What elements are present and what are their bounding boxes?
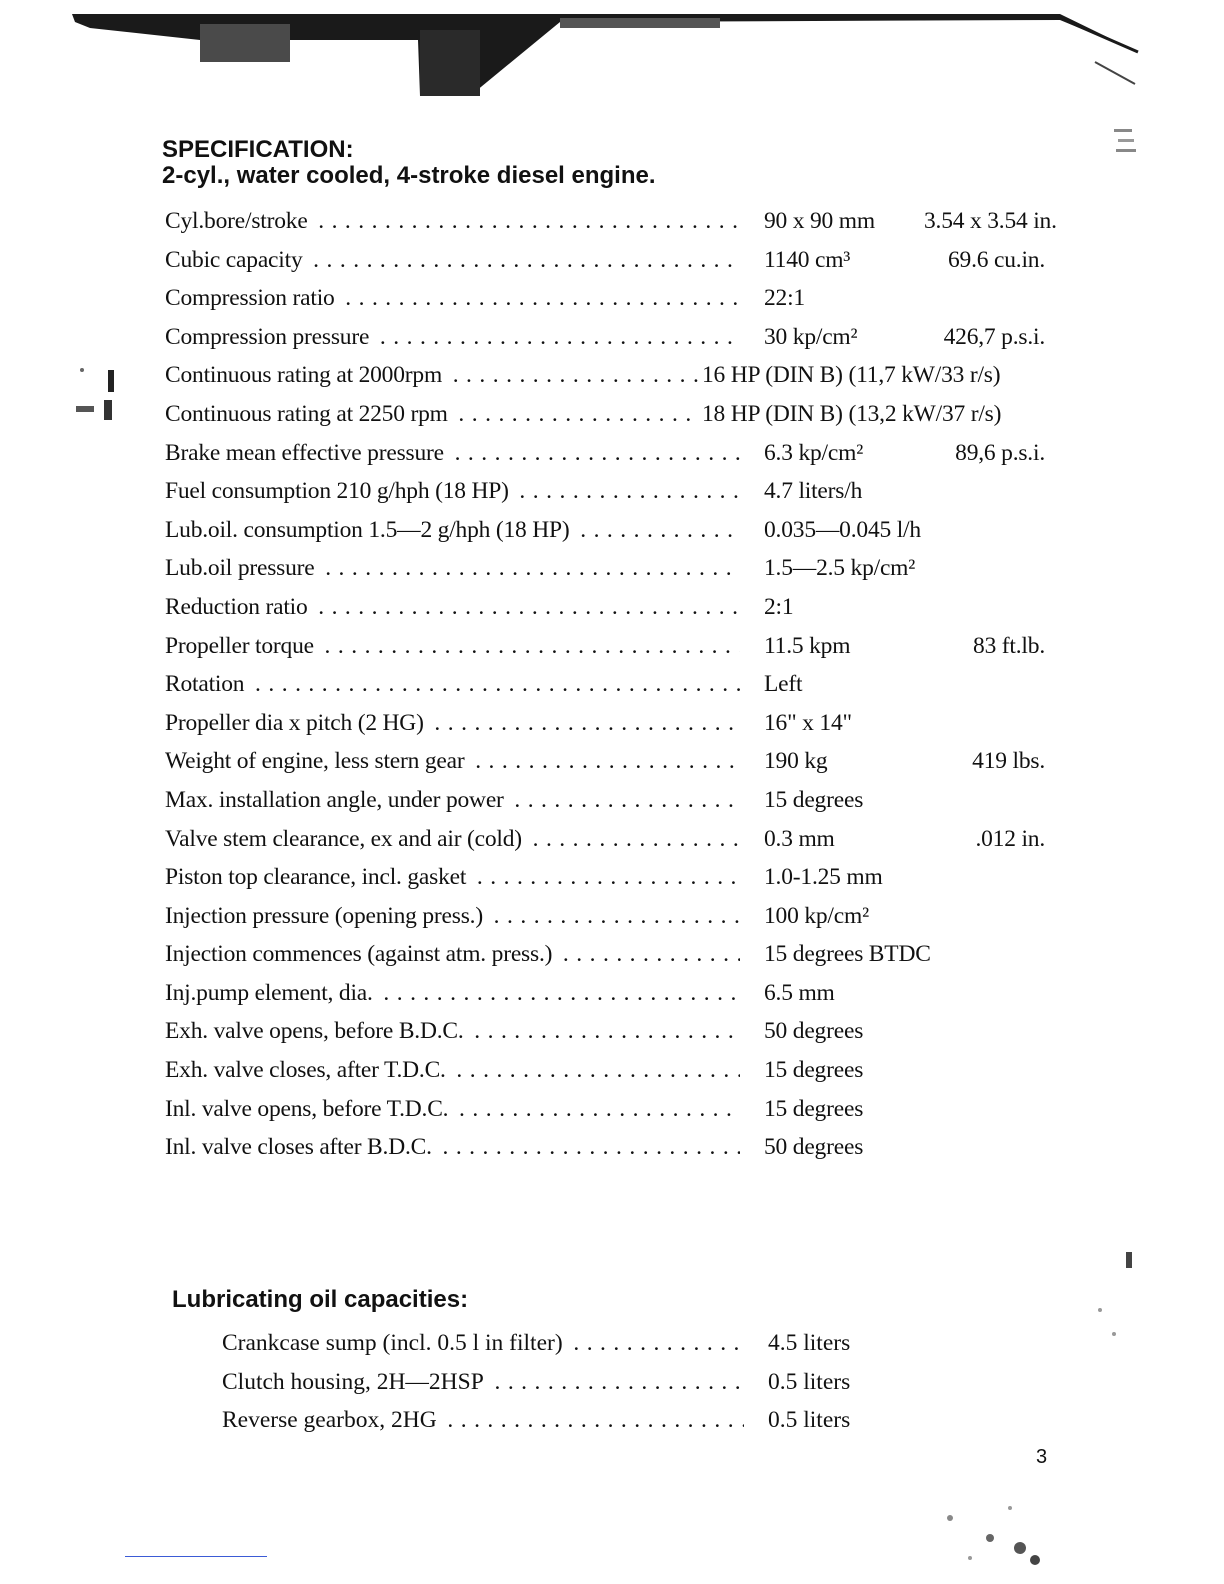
lubricating-oil-heading: Lubricating oil capacities: bbox=[172, 1286, 469, 1313]
spec-row bbox=[165, 633, 1055, 672]
spec-label: Lub.oil. consumption 1.5—2 g/hph (18 HP) bbox=[165, 516, 570, 543]
lub-value: 0.5 liters bbox=[768, 1407, 851, 1434]
spec-label: Fuel consumption 210 g/hph (18 HP) bbox=[165, 478, 509, 505]
spec-value: 90 x 90 mm bbox=[764, 208, 875, 234]
spec-value: 16 HP (DIN B) (11,7 kW/33 r/s) bbox=[702, 362, 1001, 389]
spec-subtitle: 2-cyl., water cooled, 4-stroke diesel engine. bbox=[162, 162, 656, 189]
spec-label: Rotation bbox=[165, 671, 245, 698]
spec-value: 50 degrees bbox=[764, 1134, 864, 1161]
spec-value: 50 degrees bbox=[764, 1018, 864, 1045]
spec-label: Lub.oil pressure bbox=[165, 555, 315, 582]
spec-value: 0.035—0.045 l/h bbox=[764, 516, 921, 543]
spec-value: 2:1 bbox=[764, 593, 794, 620]
specification-list bbox=[165, 208, 1055, 1173]
lub-label: Clutch housing, 2H—2HSP bbox=[222, 1368, 484, 1395]
spec-value: 100 kp/cm² bbox=[764, 902, 869, 929]
spec-label: Weight of engine, less stern gear bbox=[165, 748, 465, 775]
spec-label: Inj.pump element, dia. bbox=[165, 979, 373, 1006]
lub-row bbox=[222, 1330, 882, 1369]
spec-label: Propeller torque bbox=[165, 632, 314, 659]
lub-label: Crankcase sump (incl. 0.5 l in filter) bbox=[222, 1330, 563, 1356]
spec-row bbox=[165, 362, 1055, 401]
spec-label: Cyl.bore/stroke bbox=[165, 208, 308, 234]
spec-label: Continuous rating at 2000rpm bbox=[165, 362, 443, 389]
spec-label: Injection commences (against atm. press.) bbox=[165, 941, 553, 968]
spec-value: 15 degrees bbox=[764, 1057, 864, 1084]
spec-row bbox=[165, 671, 1055, 710]
spec-alt-value: 89,6 p.s.i. bbox=[955, 439, 1045, 466]
spec-label: Compression pressure bbox=[165, 323, 370, 350]
spec-row bbox=[165, 787, 1055, 826]
spec-row bbox=[165, 903, 1055, 942]
spec-row bbox=[165, 478, 1055, 517]
spec-value: Left bbox=[764, 671, 803, 698]
spec-value: 1.0-1.25 mm bbox=[764, 864, 883, 891]
spec-value: 30 kp/cm² bbox=[764, 323, 858, 350]
spec-value: 1.5—2.5 kp/cm² bbox=[764, 555, 916, 582]
spec-label: Inl. valve closes after B.D.C. bbox=[165, 1134, 432, 1161]
spec-label: Injection pressure (opening press.) bbox=[165, 902, 483, 929]
spec-label: Propeller dia x pitch (2 HG) bbox=[165, 709, 424, 736]
spec-row bbox=[165, 941, 1055, 980]
spec-row bbox=[165, 1134, 1055, 1173]
spec-row bbox=[165, 401, 1055, 440]
spec-row bbox=[165, 710, 1055, 749]
scan-speckle-right-top bbox=[1110, 125, 1140, 161]
page-number: 3 bbox=[1036, 1446, 1048, 1468]
spec-row bbox=[165, 980, 1055, 1019]
spec-row bbox=[165, 285, 1055, 324]
spec-row bbox=[165, 208, 1055, 247]
spec-row bbox=[165, 440, 1055, 479]
spec-row bbox=[165, 555, 1055, 594]
spec-value: 15 degrees bbox=[764, 1095, 864, 1122]
spec-label: Piston top clearance, incl. gasket bbox=[165, 864, 467, 891]
scan-speckle-right-mid bbox=[1080, 1250, 1150, 1350]
spec-label: Valve stem clearance, ex and air (cold) bbox=[165, 825, 522, 852]
scan-speckle-left bbox=[70, 360, 120, 440]
spec-alt-value: .012 in. bbox=[975, 825, 1045, 852]
spec-row bbox=[165, 594, 1055, 633]
scan-header-band bbox=[0, 0, 1224, 110]
spec-alt-value: 419 lbs. bbox=[972, 748, 1045, 775]
spec-value: 15 degrees bbox=[764, 786, 864, 813]
spec-row bbox=[165, 517, 1055, 556]
spec-value: 6.3 kp/cm² bbox=[764, 439, 864, 466]
spec-row bbox=[165, 1096, 1055, 1135]
spec-label: Exh. valve opens, before B.D.C. bbox=[165, 1018, 464, 1045]
spec-label: Exh. valve closes, after T.D.C. bbox=[165, 1057, 446, 1084]
spec-value: 0.3 mm bbox=[764, 825, 835, 852]
spec-alt-value: 83 ft.lb. bbox=[973, 632, 1045, 659]
lub-row bbox=[222, 1369, 882, 1408]
spec-row bbox=[165, 1057, 1055, 1096]
spec-value: 1140 cm³ bbox=[764, 246, 851, 273]
scan-speckle-bottom bbox=[920, 1478, 1060, 1578]
lub-value: 4.5 liters bbox=[768, 1330, 851, 1356]
lub-row bbox=[222, 1407, 882, 1446]
spec-row bbox=[165, 826, 1055, 865]
spec-alt-value: 426,7 p.s.i. bbox=[943, 323, 1045, 350]
spec-title: SPECIFICATION: bbox=[162, 136, 354, 163]
spec-row bbox=[165, 324, 1055, 363]
spec-label: Cubic capacity bbox=[165, 246, 303, 273]
spec-label: Compression ratio bbox=[165, 285, 335, 312]
spec-value: 15 degrees BTDC bbox=[764, 941, 931, 968]
lub-label: Reverse gearbox, 2HG bbox=[222, 1407, 437, 1434]
spec-alt-value: 3.54 x 3.54 in. bbox=[924, 208, 1057, 234]
spec-label: Inl. valve opens, before T.D.C. bbox=[165, 1095, 449, 1122]
spec-value: 16" x 14" bbox=[764, 709, 852, 736]
spec-label: Continuous rating at 2250 rpm bbox=[165, 400, 448, 427]
spec-value: 18 HP (DIN B) (13,2 kW/37 r/s) bbox=[702, 400, 1002, 427]
spec-row bbox=[165, 864, 1055, 903]
spec-row bbox=[165, 748, 1055, 787]
spec-row bbox=[165, 247, 1055, 286]
spec-label: Brake mean effective pressure bbox=[165, 439, 444, 466]
spec-row bbox=[165, 1018, 1055, 1057]
spec-label: Reduction ratio bbox=[165, 593, 308, 620]
spec-label: Max. installation angle, under power bbox=[165, 786, 504, 813]
spec-value: 6.5 mm bbox=[764, 979, 835, 1006]
spec-value: 11.5 kpm bbox=[764, 632, 851, 659]
spec-value: 4.7 liters/h bbox=[764, 478, 863, 505]
spec-value: 190 kg bbox=[764, 748, 828, 775]
bottom-rule bbox=[125, 1556, 267, 1557]
lubricating-oil-list bbox=[222, 1330, 882, 1446]
lub-value: 0.5 liters bbox=[768, 1368, 851, 1395]
spec-value: 22:1 bbox=[764, 285, 805, 312]
spec-alt-value: 69.6 cu.in. bbox=[947, 246, 1045, 273]
